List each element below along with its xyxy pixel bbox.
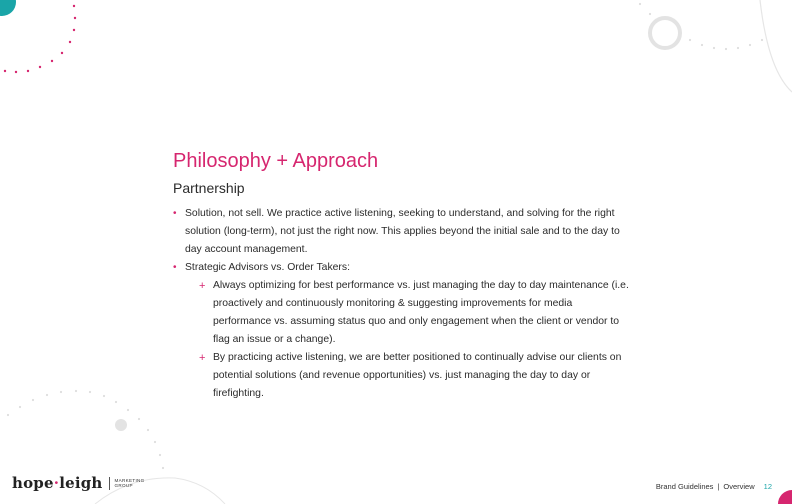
sub-bullet-item bbox=[199, 277, 633, 349]
pink-dotted-arc bbox=[4, 5, 76, 73]
pink-corner-shape bbox=[778, 490, 792, 504]
sub-bullet-item bbox=[199, 349, 633, 403]
gray-dot bbox=[115, 419, 127, 431]
bullet-marker: • bbox=[173, 262, 177, 273]
bullet-marker: • bbox=[173, 208, 177, 219]
gray-dotted-arc-bottom bbox=[7, 390, 164, 469]
logo-word-leigh: leigh bbox=[59, 474, 103, 492]
bullet-text: Strategic Advisors vs. Order Takers: bbox=[185, 262, 350, 273]
logo-tagline bbox=[115, 478, 145, 488]
footer-separator: | bbox=[717, 482, 720, 491]
logo-tagline-line2: GROUP bbox=[114, 483, 133, 488]
page-title: Philosophy + Approach bbox=[173, 150, 379, 172]
bullet-item bbox=[173, 205, 633, 259]
sub-bullet-list bbox=[185, 277, 633, 403]
bullet-item bbox=[173, 259, 633, 403]
footer-section: Overview bbox=[723, 482, 755, 491]
teal-corner-shape bbox=[0, 0, 16, 16]
section-subtitle: Partnership bbox=[173, 180, 245, 196]
slide-content bbox=[173, 148, 633, 403]
gray-ring bbox=[650, 18, 680, 48]
sub-bullet-marker: + bbox=[199, 352, 206, 364]
company-logo bbox=[12, 474, 145, 492]
logo-word-hope: hope bbox=[12, 474, 54, 492]
sub-bullet-text: By practicing active listening, we are better positioned to continually advise our clients on potential solutions (and revenue opportunities) vs. just managing the day to day or firefighting. bbox=[213, 352, 622, 399]
sub-bullet-text: Always optimizing for best performance vs. just managing the day to day maintenance (i.e. proactively and continuously monitoring & suggesting improvements for media performance vs. assuming status quo and only engagement when the client or vendor to flag an issue or a change). bbox=[213, 280, 629, 345]
footer-doc-title: Brand Guidelines bbox=[655, 482, 714, 491]
bullet-text: Solution, not sell. We practice active listening, seeking to understand, and solving for the right solution (long-term), not just the right now. This applies beyond the initial sale and to the day to day account management. bbox=[185, 208, 620, 255]
logo-tagline-line1: MARKETING bbox=[114, 478, 145, 483]
logo-dot: · bbox=[53, 474, 60, 492]
logo-wordmark bbox=[12, 474, 103, 492]
gray-dotted-arc bbox=[639, 3, 763, 50]
bullet-list bbox=[173, 205, 633, 403]
page-number: 12 bbox=[763, 482, 772, 491]
page-footer bbox=[656, 482, 772, 491]
sub-bullet-marker: + bbox=[199, 280, 206, 292]
logo-divider bbox=[109, 477, 110, 490]
gray-large-arc bbox=[760, 0, 792, 92]
